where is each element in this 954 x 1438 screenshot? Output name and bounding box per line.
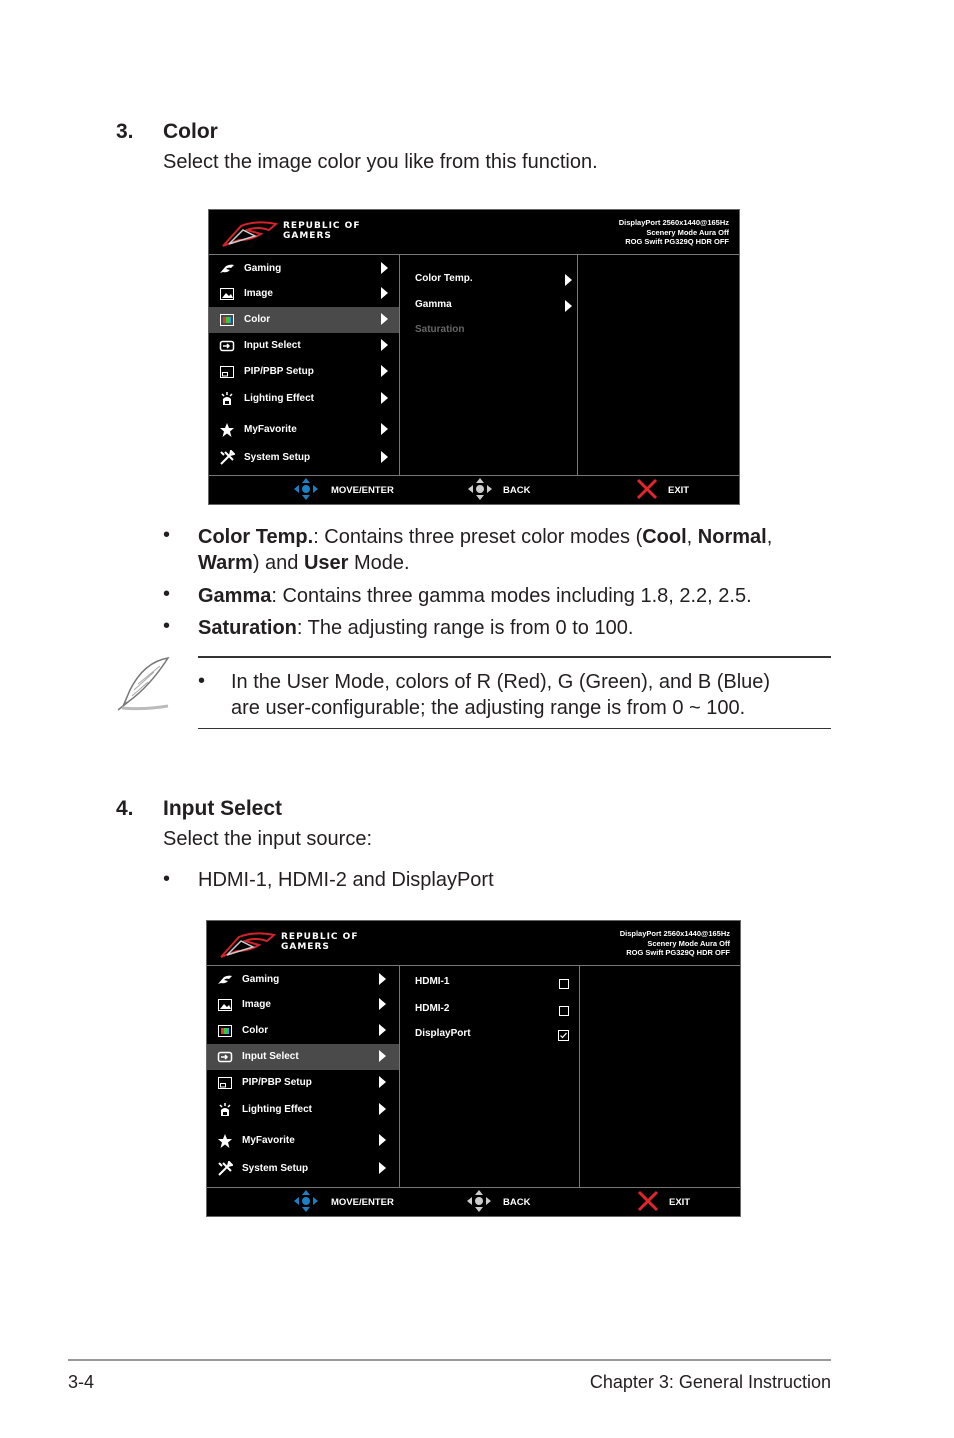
menu-item-color[interactable]: Color [207,1018,397,1044]
chevron-right-icon [565,300,572,312]
image-icon [219,286,235,302]
menu-item-input-select[interactable]: Input Select [209,333,399,359]
color-icon [219,312,235,328]
dpad-back-icon [467,477,493,501]
rog-small-icon [219,261,235,277]
section-title: Color [163,120,218,143]
chevron-right-icon [379,1050,386,1062]
menu-item-system-setup[interactable]: System Setup [207,1156,397,1182]
osd-header [209,210,739,254]
osd-screenshot-input-select [206,920,741,1217]
menu-item-image[interactable]: Image [209,281,399,307]
note-text: In the User Mode, colors of R (Red), G (Green), and B (Blue) are user-configurable; the adjusting range is from 0 ~ 100. [231,671,771,719]
menu-item-lighting[interactable]: Lighting Effect [209,386,399,412]
chevron-right-icon [379,1076,386,1088]
bullet-icon: • [163,868,171,890]
rog-eye-icon [221,218,281,250]
page-number: 3-4 [68,1372,95,1392]
bullet-inputs: HDMI-1, HDMI-2 and DisplayPort [198,869,494,891]
menu-item-gaming[interactable]: Gaming [207,967,397,993]
chevron-right-icon [381,339,388,351]
footer-back: BACK [503,1197,531,1208]
lighting-icon [219,391,235,407]
chevron-right-icon [381,262,388,274]
dpad-icon [293,477,319,501]
rog-logo: REPUBLIC OF GAMERS [219,929,369,961]
checkbox-icon [559,979,569,989]
lighting-icon [217,1102,233,1118]
osd-status-info: DisplayPort 2560x1440@165Hz Scenery Mode Aura Off ROG Swift PG329Q HDR OFF [619,929,730,957]
menu-item-color[interactable]: Color [209,307,399,333]
chapter-title: Chapter 3: General Instruction [589,1372,831,1392]
menu-item-myfavorite[interactable]: MyFavorite [209,417,399,443]
section-title: Input Select [163,797,283,820]
chevron-right-icon [381,423,388,435]
bullet-icon: • [163,615,171,637]
rog-logo: REPUBLIC OF GAMERS [221,218,371,250]
osd-header [207,921,740,965]
dpad-back-icon [466,1189,492,1213]
tools-icon [219,450,235,466]
bullet-icon: • [198,670,206,692]
checkbox-checked-icon [558,1030,569,1041]
osd-status-info: DisplayPort 2560x1440@165Hz Scenery Mode Aura Off ROG Swift PG329Q HDR OFF [618,218,729,246]
section-number: 3. [116,120,134,143]
footer-exit: EXIT [668,485,690,496]
star-icon [219,422,235,438]
chevron-right-icon [379,998,386,1010]
osd-screenshot-color [208,209,740,505]
dpad-icon [293,1189,319,1213]
chevron-right-icon [565,274,572,286]
submenu-displayport[interactable]: DisplayPort [415,1028,580,1048]
menu-item-lighting[interactable]: Lighting Effect [207,1097,397,1123]
bullet-icon: • [163,583,171,605]
osd-footer [209,474,739,504]
osd-body [209,254,739,476]
exit-x-icon [636,1189,660,1213]
footer-move-enter: MOVE/ENTER [331,485,394,496]
submenu-hdmi-1[interactable]: HDMI-1 [415,976,580,996]
chevron-right-icon [381,313,388,325]
bullet-color-temp: Color Temp.: Contains three preset color modes (Cool, Normal, Warm) and User Mode. [198,526,773,574]
section-description: Select the image color you like from this function. [163,151,598,173]
submenu-hdmi-2[interactable]: HDMI-2 [415,1003,580,1023]
star-icon [217,1133,233,1149]
pip-icon [219,364,235,380]
note-top-rule [198,656,831,658]
menu-item-image[interactable]: Image [207,992,397,1018]
image-icon [217,997,233,1013]
bullet-gamma: Gamma: Contains three gamma modes including 1.8, 2.2, 2.5. [198,585,752,607]
menu-item-input-select[interactable]: Input Select [207,1044,399,1070]
input-icon [219,338,235,354]
checkbox-icon [559,1006,569,1016]
chevron-right-icon [381,392,388,404]
menu-item-myfavorite[interactable]: MyFavorite [207,1128,397,1154]
chevron-right-icon [379,973,386,985]
rog-small-icon [217,972,233,988]
menu-item-pip-pbp[interactable]: PIP/PBP Setup [207,1070,397,1096]
color-icon [217,1023,233,1039]
chevron-right-icon [381,365,388,377]
submenu-saturation[interactable]: Saturation [415,324,465,335]
footer-move-enter: MOVE/ENTER [331,1197,394,1208]
exit-x-icon [635,477,659,501]
footer-rule [68,1359,831,1361]
submenu-gamma[interactable]: Gamma [415,299,580,319]
section-description: Select the input source: [163,828,373,850]
chevron-right-icon [379,1162,386,1174]
osd-body [207,965,740,1188]
chevron-right-icon [379,1103,386,1115]
menu-item-system-setup[interactable]: System Setup [209,445,399,471]
section-number: 4. [116,797,134,820]
rog-eye-icon [219,929,279,961]
chevron-right-icon [381,287,388,299]
bullet-icon: • [163,524,171,546]
chevron-right-icon [379,1024,386,1036]
note-bottom-rule [198,728,831,729]
chevron-right-icon [379,1134,386,1146]
pip-icon [217,1075,233,1091]
tools-icon [217,1161,233,1177]
osd-footer [207,1186,740,1216]
chevron-right-icon [381,451,388,463]
feather-note-icon [114,656,174,714]
footer-back: BACK [503,485,531,496]
submenu-color-temp[interactable]: Color Temp. [415,273,580,293]
menu-item-gaming[interactable]: Gaming [209,256,399,282]
menu-item-pip-pbp[interactable]: PIP/PBP Setup [209,359,399,385]
bullet-saturation: Saturation: The adjusting range is from 0 to 100. [198,617,634,639]
footer-exit: EXIT [669,1197,691,1208]
input-icon [217,1049,233,1065]
